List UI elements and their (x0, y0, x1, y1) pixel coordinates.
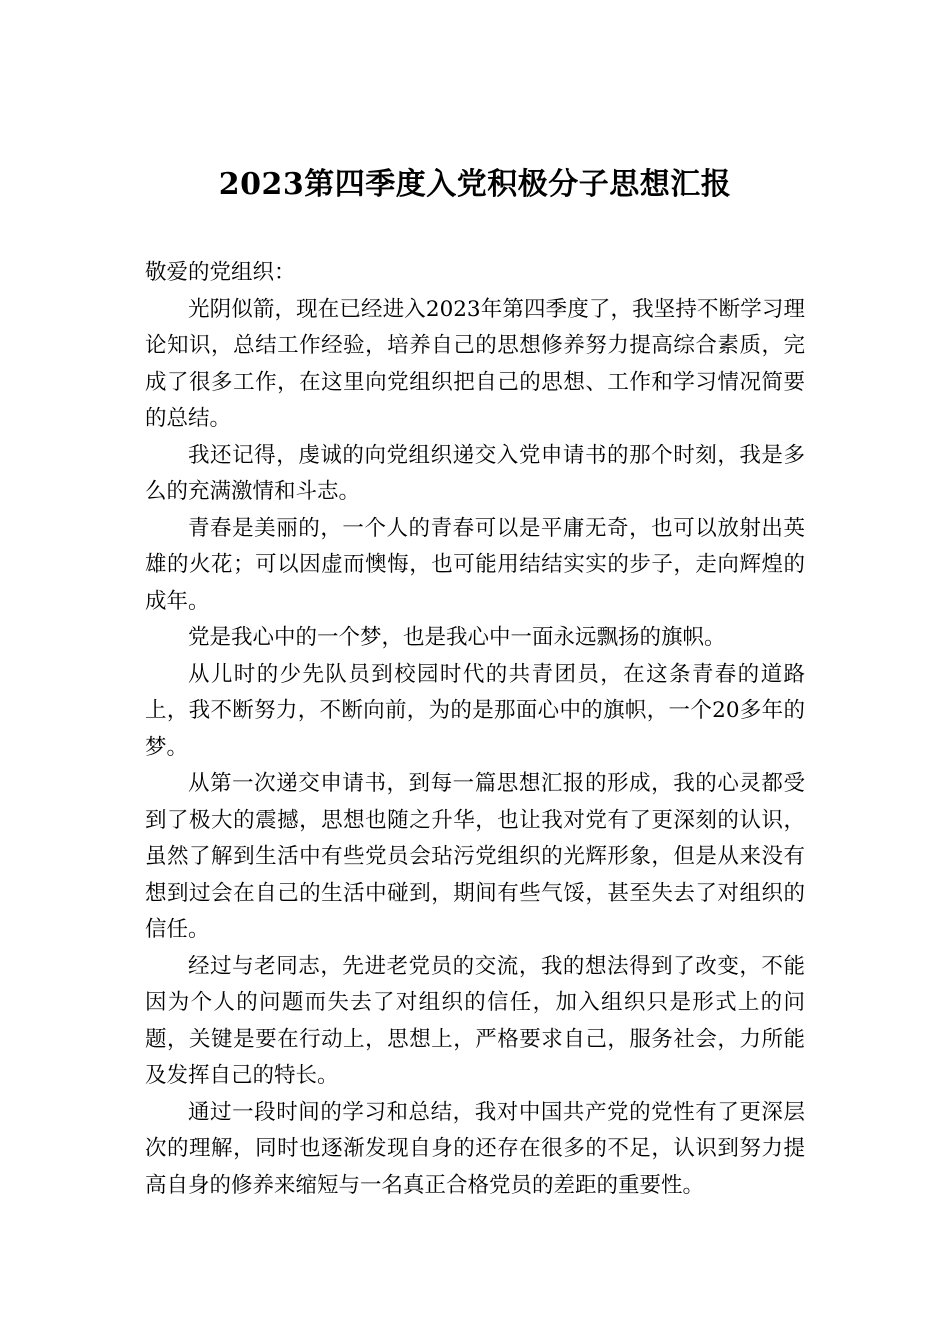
paragraph: 从第一次递交申请书，到每一篇思想汇报的形成，我的心灵都受到了极大的震撼，思想也随之升华，也让我对党有了更深刻的认识，虽然了解到生活中有些党员会玷污党组织的光辉形象，但是从来没有想到过会在自己的生活中碰到，期间有些气馁，甚至失去了对组织的信任。 (145, 771, 805, 942)
document-body (145, 255, 805, 1204)
paragraph: 我还记得，虔诚的向党组织递交入党申请书的那个时刻，我是多么的充满激情和斗志。 (145, 442, 805, 504)
paragraph: 青春是美丽的，一个人的青春可以是平庸无奇，也可以放射出英雄的火花；可以因虚而懊悔，也可能用结结实实的步子，走向辉煌的成年。 (145, 515, 805, 614)
paragraph: 光阴似箭，现在已经进入2023年第四季度了，我坚持不断学习理论知识，总结工作经验，培养自己的思想修养努力提高综合素质，完成了很多工作，在这里向党组织把自己的思想、工作和学习情况简要的总结。 (145, 296, 805, 431)
salutation: 敬爱的党组织： (145, 260, 296, 285)
paragraph: 通过一段时间的学习和总结，我对中国共产党的党性有了更深层次的理解，同时也逐渐发现自身的还存在很多的不足，认识到努力提高自身的修养来缩短与一名真正合格党员的差距的重要性。 (145, 1099, 805, 1198)
paragraph: 党是我心中的一个梦，也是我心中一面永远飘扬的旗帜。 (188, 625, 726, 650)
paragraph: 经过与老同志，先进老党员的交流，我的想法得到了改变，不能因为个人的问题而失去了对组织的信任，加入组织只是形式上的问题，关键是要在行动上，思想上，严格要求自己，服务社会，力所能及发挥自己的特长。 (145, 953, 805, 1088)
document-title: 2023第四季度入党积极分子思想汇报 (218, 167, 732, 202)
paragraph: 从儿时的少先队员到校园时代的共青团员，在这条青春的道路上，我不断努力，不断向前，为的是那面心中的旗帜，一个20多年的梦。 (145, 661, 805, 760)
